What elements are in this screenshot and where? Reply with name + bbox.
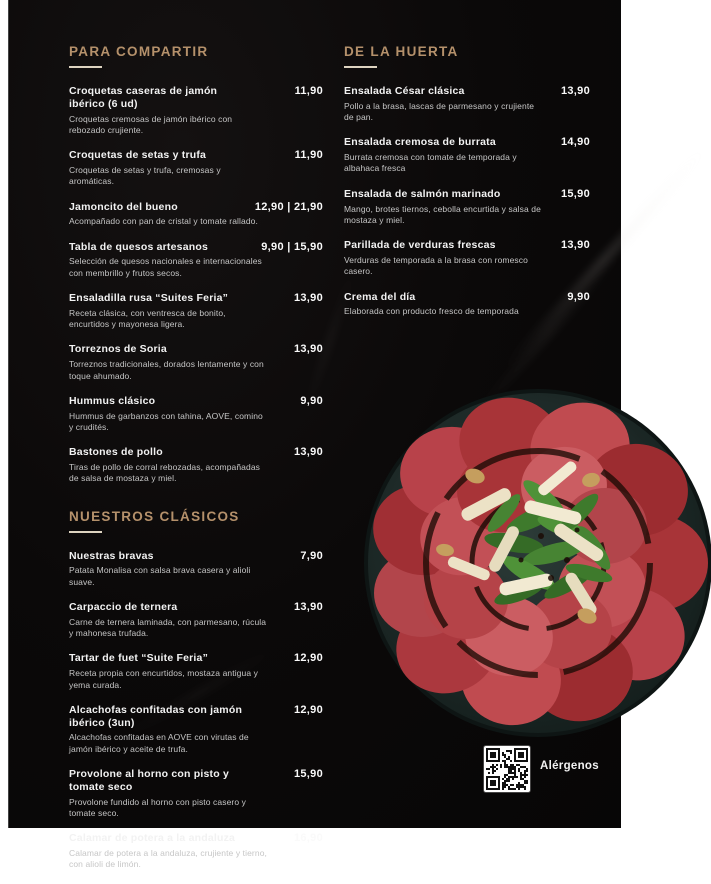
- item-description: Carne de ternera laminada, con parmesano, rúcula y mahonesa trufada.: [69, 616, 267, 639]
- item-description: Receta clásica, con ventresca de bonito, encurtidos y mayonesa ligera.: [69, 307, 226, 330]
- menu-item: [69, 704, 323, 755]
- item-description: Burrata cremosa con tomate de temporada y albahaca fresca: [344, 152, 517, 174]
- section-underline: [344, 66, 377, 68]
- item-price: 9,90: [300, 394, 323, 407]
- item-description: Patata Monalisa con salsa brava casera y alioli suave.: [69, 565, 251, 587]
- section-underline: [69, 531, 102, 533]
- section-underline: [69, 66, 102, 68]
- item-price: 11,90: [294, 149, 323, 162]
- menu-item: [69, 85, 323, 136]
- item-price: 13,90: [560, 239, 590, 252]
- menu-item: [69, 241, 323, 279]
- menu-item: [344, 136, 590, 174]
- item-price: 13,90: [293, 292, 323, 305]
- menu-column-right: [344, 44, 590, 331]
- item-description: Acompañado con pan de cristal y tomate rallado.: [69, 216, 258, 227]
- item-price: 16,90: [293, 832, 323, 845]
- item-name: Nuestras bravas: [69, 549, 154, 562]
- menu-item: [69, 149, 323, 187]
- item-description: Verduras de temporada a la brasa con romesco casero.: [344, 254, 528, 277]
- item-name: Croquetas de setas y trufa: [69, 149, 207, 162]
- item-description: Tiras de pollo de corral rebozadas, acompañadas de salsa de mostaza y miel.: [69, 462, 261, 484]
- allergens-label: Alérgenos: [540, 760, 599, 772]
- item-price: 12,90: [293, 703, 323, 716]
- item-description: Provolone fundido al horno con pisto casero y tomate seco.: [69, 796, 246, 818]
- item-price: 12,90: [293, 652, 323, 665]
- item-description: Torreznos tradicionales, dorados lentamente y con toque ahumado.: [69, 359, 264, 381]
- item-price: 13,90: [293, 343, 323, 356]
- item-description: Croquetas cremosas de jamón ibérico con rebozado crujiente.: [69, 113, 233, 135]
- item-price: 13,90: [293, 601, 323, 614]
- section-de-la-huerta: [344, 44, 590, 318]
- qr-code-icon: [484, 746, 530, 792]
- menu-page: [8, 0, 621, 870]
- section-title: DE LA HUERTA: [344, 44, 459, 59]
- menu-item: [69, 832, 323, 870]
- carpaccio-photo: [329, 378, 621, 756]
- item-description: Calamar de potera a la andaluza, crujiente y tierno, con alioli de limón.: [69, 847, 267, 870]
- section-nuestros-clasicos: [69, 509, 323, 871]
- item-name: Crema del día: [344, 290, 416, 303]
- allergens-qr-code[interactable]: [484, 746, 530, 792]
- item-price: 12,90 | 21,90: [254, 200, 323, 213]
- menu-item: [344, 188, 590, 226]
- item-price: 11,90: [294, 85, 323, 97]
- item-description: Receta propia con encurtidos, mostaza antigua y yema curada.: [69, 668, 258, 690]
- item-price: 9,90: [567, 290, 590, 303]
- item-description: Croquetas de setas y trufa, cremosas y aromáticas.: [69, 164, 221, 187]
- section-title: NUESTROS CLÁSICOS: [69, 508, 240, 524]
- item-price: 15,90: [560, 187, 590, 200]
- menu-item: [69, 768, 323, 819]
- menu-item: [69, 343, 323, 381]
- item-description: Hummus de garbanzos con tahina, AOVE, comino y crudités.: [69, 410, 263, 432]
- menu-item: [69, 550, 323, 588]
- item-description: Elaborada con producto fresco de temporada: [344, 306, 519, 317]
- item-price: 15,90: [293, 767, 323, 780]
- item-name: Alcachofas confitadas con jamón ibérico (3un): [69, 703, 243, 729]
- item-price: 9,90 | 15,90: [261, 240, 323, 253]
- menu-item: [344, 85, 590, 123]
- menu-column-left: [69, 44, 323, 884]
- item-price: 14,90: [560, 136, 590, 149]
- item-name: Parillada de verduras frescas: [344, 239, 496, 252]
- item-name: Ensaladilla rusa “Suites Feria”: [69, 292, 229, 305]
- item-description: Selección de quesos nacionales e internacionales con membrillo y frutos secos.: [69, 256, 262, 278]
- item-name: Tabla de quesos artesanos: [69, 240, 209, 253]
- section-title: PARA COMPARTIR: [69, 44, 209, 59]
- item-price: 13,90: [293, 446, 323, 459]
- item-name: Ensalada César clásica: [344, 85, 465, 97]
- section-para-compartir: [69, 44, 323, 485]
- item-name: Torreznos de Soria: [69, 343, 167, 356]
- item-name: Croquetas caseras de jamón ibérico (6 ud): [69, 85, 218, 110]
- item-name: Calamar de potera a la andaluza: [69, 832, 236, 845]
- item-name: Ensalada de salmón marinado: [344, 187, 501, 200]
- menu-item: [344, 239, 590, 277]
- item-description: Mango, brotes tiernos, cebolla encurtida y salsa de mostaza y miel.: [344, 203, 541, 225]
- item-name: Carpaccio de ternera: [69, 601, 178, 614]
- item-name: Jamoncito del bueno: [69, 200, 178, 213]
- menu-item: [69, 395, 323, 433]
- item-price: 7,90: [300, 549, 323, 562]
- item-name: Tartar de fuet “Suite Feria”: [69, 652, 209, 665]
- menu-item: [69, 446, 323, 484]
- menu-item: [69, 201, 323, 228]
- item-price: 13,90: [560, 85, 590, 97]
- menu-item: [344, 291, 590, 318]
- item-description: Pollo a la brasa, lascas de parmesano y crujiente de pan.: [344, 100, 535, 123]
- item-name: Ensalada cremosa de burrata: [344, 136, 496, 149]
- item-description: Alcachofas confitadas en AOVE con virutas de jamón ibérico y aceite de trufa.: [69, 732, 249, 754]
- menu-item: [69, 601, 323, 639]
- menu-item: [69, 292, 323, 330]
- item-name: Bastones de pollo: [69, 446, 163, 459]
- menu-item: [69, 652, 323, 690]
- item-name: Hummus clásico: [69, 394, 156, 407]
- item-name: Provolone al horno con pisto y tomate seco: [69, 767, 230, 793]
